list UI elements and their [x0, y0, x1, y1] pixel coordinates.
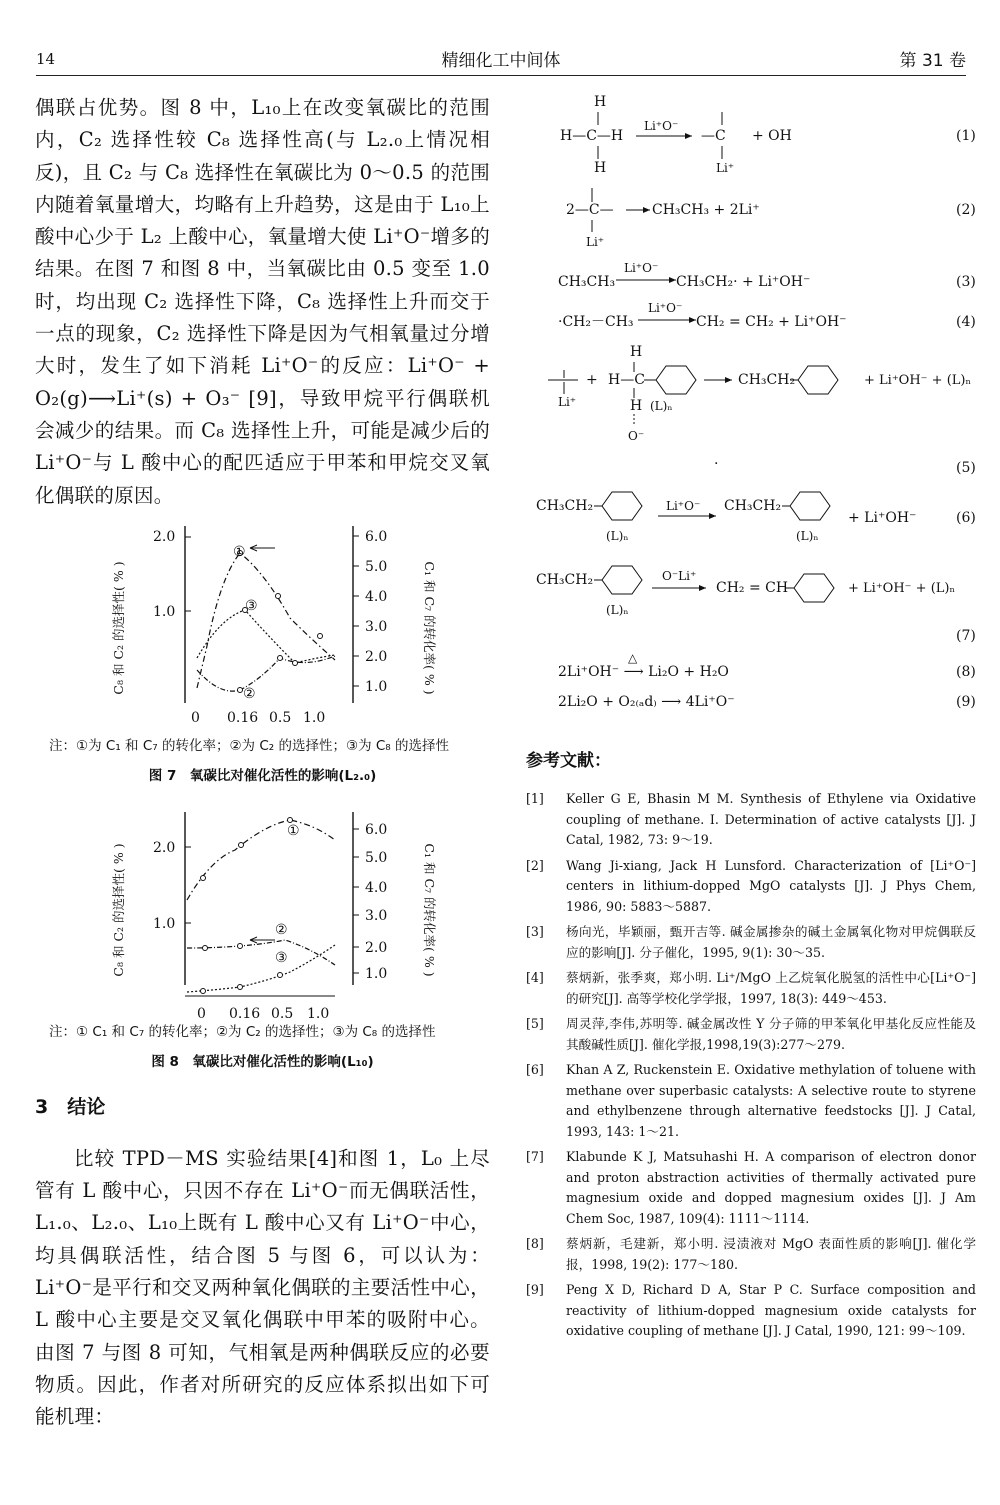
svg-text:△: △: [628, 651, 638, 665]
svg-text:—C: —C: [701, 128, 726, 144]
fig7-marker: ③: [245, 597, 258, 614]
svg-text:(5): (5): [956, 460, 976, 476]
right-column: [526, 92, 976, 1347]
svg-text:O⁻: O⁻: [628, 429, 645, 443]
svg-text:2—C—: 2—C—: [566, 202, 614, 218]
svg-text:O⁻Li⁺: O⁻Li⁺: [662, 569, 697, 583]
svg-text:CH₃CH₂: CH₃CH₂: [724, 498, 782, 514]
svg-text:H: H: [594, 94, 607, 110]
fig7-right-tick: 6.0: [365, 528, 388, 545]
page-number: 14: [36, 50, 56, 68]
fig7-x-tick: 0: [191, 709, 200, 726]
equation-7: [536, 566, 976, 644]
svg-text:CH₃CH₃ + 2Li⁺: CH₃CH₃ + 2Li⁺: [652, 202, 760, 218]
svg-text:Li⁺: Li⁺: [558, 395, 577, 409]
equation-1: [560, 94, 976, 176]
fig7-marker: ①: [233, 543, 246, 560]
fig8-x-tick: 1.0: [307, 1005, 330, 1022]
svg-text:(L)ₙ: (L)ₙ: [796, 529, 819, 543]
fig7-left-tick: 1.0: [153, 603, 176, 620]
svg-text:H: H: [630, 344, 643, 360]
fig8-x-tick: 0.5: [271, 1005, 294, 1022]
fig8-right-tick: 4.0: [365, 879, 388, 896]
svg-text:H—C: H—C: [608, 372, 645, 388]
figure-8-caption: 图 8 氧碳比对催化活性的影响(L₁₀): [151, 1053, 374, 1070]
journal-title: 精细化工中间体: [441, 51, 561, 71]
equation-4: [558, 301, 976, 330]
svg-text:(L)ₙ: (L)ₙ: [650, 399, 673, 413]
figure-7-caption: 图 7 氧碳比对催化活性的影响(L₂.₀): [148, 767, 377, 784]
equation-8: [558, 651, 976, 680]
svg-text:CH₃CH₂: CH₃CH₂: [738, 372, 796, 388]
svg-text:Li⁺O⁻: Li⁺O⁻: [644, 119, 679, 133]
figure-7-note: 注：①为 C₁ 和 C₇ 的转化率；②为 C₂ 的选择性；③为 C₈ 的选择性: [49, 737, 449, 754]
fig8-right-tick: 1.0: [365, 965, 388, 982]
svg-text:CH₃CH₂: CH₃CH₂: [536, 498, 594, 514]
fig7-left-axis-label: C₈ 和 C₂ 的选择性( % ): [111, 561, 126, 695]
reference-item: [6] Khan A Z, Ruckenstein E. Oxidative methylation of toluene with methane over superbasic catalysts: A selective route to styrene and ethylbenzene through alternative feedstocks [J]. J Catal, 1993, 143: 1～21.: [526, 1062, 976, 1139]
fig7-right-axis-label: C₁ 和 C₇ 的转化率( % ): [422, 561, 437, 695]
svg-text:(1): (1): [956, 128, 976, 144]
volume-label: 第 31 卷: [899, 51, 966, 71]
svg-text:CH₂ = CH₂ + Li⁺OH⁻: CH₂ = CH₂ + Li⁺OH⁻: [696, 314, 847, 330]
fig7-right-tick: 5.0: [365, 558, 388, 575]
svg-text:(9): (9): [956, 694, 976, 710]
equation-3: [558, 261, 976, 290]
mechanism-equations: [526, 92, 976, 732]
fig8-marker: ③: [275, 949, 288, 966]
svg-text:CH₂ = CH: CH₂ = CH: [716, 580, 789, 596]
svg-text:CH₃CH₂· + Li⁺OH⁻: CH₃CH₂· + Li⁺OH⁻: [676, 274, 811, 290]
reference-item: [2] Wang Ji-xiang, Jack H Lunsford. Characterization of [Li⁺O⁻] centers in lithium-dopped MgO catalysts [J]. J Phys Chem, 1986, 90: 5883～5887.: [526, 857, 976, 914]
fig7-right-tick: 3.0: [365, 618, 388, 635]
svg-text:(3): (3): [956, 274, 976, 290]
equation-2: [566, 188, 976, 249]
figure-7: [35, 518, 490, 784]
reference-item: [8] 蔡炳新，毛建新，郑小明. 浸渍液对 MgO 表面性质的影响[J]. 催化学报，1998, 19(2): 177～180.: [526, 1236, 976, 1272]
fig8-left-tick: 1.0: [153, 915, 176, 932]
svg-text:+ Li⁺OH⁻: + Li⁺OH⁻: [848, 510, 917, 526]
svg-text:+ Li⁺OH⁻ + (L)ₙ: + Li⁺OH⁻ + (L)ₙ: [864, 373, 972, 388]
equation-6: [536, 492, 976, 543]
reference-item: [4] 蔡炳新，张季爽，郑小明. Li⁺/MgO 上乙烷氧化脱氢的活性中心[Li⁺O⁻] 的研究[J]. 高等学校化学学报，1997, 18(3): 449～453.: [526, 970, 976, 1006]
fig8-marker: ②: [275, 921, 288, 938]
fig7-right-tick: 1.0: [365, 678, 388, 695]
reference-item: [3] 杨向光，毕颖丽，甄开吉等. 碱金属掺杂的碱土金属氧化物对甲烷偶联反应的影响[J]. 分子催化，1995, 9(1): 30～35.: [526, 924, 976, 960]
equation-9: [558, 694, 976, 710]
fig7-left-tick: 2.0: [153, 528, 176, 545]
left-column: [35, 92, 490, 1434]
svg-text:(L)ₙ: (L)ₙ: [606, 603, 629, 617]
fig8-right-axis-label: C₁ 和 C₇ 的转化率( % ): [422, 843, 437, 977]
figure-8-plot: [35, 800, 490, 1022]
fig7-x-tick: 0.16: [227, 709, 259, 726]
fig8-right-tick: 2.0: [365, 939, 388, 956]
paragraph-conclusion: 比较 TPD－MS 实验结果[4]和图 1，L₀ 上尽管有 L 酸中心，只因不存在 Li⁺O⁻而无偶联活性，L₁.₀、L₂.₀、L₁₀上既有 L 酸中心又有 Li⁺O⁻中心，均具偶联活性，结合图 5 与图 6，可以认为：Li⁺O⁻是平行和交叉两种氧化偶联的主要活性中心，L 酸中心主要是交叉氧化偶联中甲苯的吸附中心。由图 7 与图 8 可知，气相氧是两种偶联反应的必要物质。因此，作者对所研究的反应体系拟出如下可能机理：: [35, 1146, 490, 1429]
fig8-right-tick: 5.0: [365, 849, 388, 866]
svg-text:+ Li⁺OH⁻ + (L)ₙ: + Li⁺OH⁻ + (L)ₙ: [848, 581, 956, 596]
svg-text:CH₃CH₃: CH₃CH₃: [558, 274, 616, 290]
svg-text:Li⁺O⁻: Li⁺O⁻: [648, 301, 683, 315]
paragraph-results: 偶联占优势。图 8 中，L₁₀上在改变氧碳比的范围内，C₂ 选择性较 C₈ 选择性高(与 L₂.₀上情况相反)，且 C₂ 与 C₈ 选择性在氧碳比为 0～0.5 的范围内随着氧量增大，均略有上升趋势，这是由于 L₁₀上酸中心少于 L₂ 上酸中心，氧量增大使 Li⁺O⁻增多的结果。在图 7 和图 8 中，当氧碳比由 0.5 变至 1.0 时，均出现 C₂ 选择性下降，C₈ 选择性上升而交于一点的现象，C₂ 选择性下降是因为气相氧量过分增大时，发生了如下消耗 Li⁺O⁻的反应：Li⁺O⁻ + O₂(g)⟶Li⁺(s) + O₃⁻ [9]，导致甲烷平行偶联机会减少的结果。而 C₈ 选择性上升，可能是减少后的 Li⁺O⁻与 L 酸中心的配匹适应于甲苯和甲烷交叉氧化偶联的原因。: [35, 96, 490, 507]
fig8-right-tick: 6.0: [365, 821, 388, 838]
section-heading-conclusion: 3 结论: [35, 1095, 106, 1118]
page-header: [36, 42, 966, 76]
figure-8-note: 注：① C₁ 和 C₇ 的转化率；②为 C₂ 的选择性；③为 C₈ 的选择性: [49, 1023, 436, 1040]
fig7-marker: ②: [243, 685, 256, 702]
svg-text:(2): (2): [956, 202, 976, 218]
svg-text:+ OH: + OH: [752, 128, 792, 144]
svg-text:(7): (7): [956, 628, 976, 644]
svg-text:H: H: [630, 398, 643, 414]
fig7-x-tick: 1.0: [303, 709, 326, 726]
svg-text:(8): (8): [956, 664, 976, 680]
svg-text:Li⁺: Li⁺: [586, 235, 605, 249]
svg-text:Li⁺O⁻: Li⁺O⁻: [666, 499, 701, 513]
fig7-right-tick: 4.0: [365, 588, 388, 605]
reference-list: [526, 789, 976, 1342]
equation-5: [548, 344, 976, 476]
svg-text:·CH₂－CH₃: ·CH₂－CH₃: [558, 314, 634, 330]
fig7-right-tick: 2.0: [365, 648, 388, 665]
svg-text:Li⁺O⁻: Li⁺O⁻: [624, 261, 659, 275]
svg-text:(4): (4): [956, 314, 976, 330]
svg-text:H: H: [594, 160, 607, 176]
svg-text:.: .: [714, 452, 719, 468]
fig8-x-tick: 0.16: [229, 1005, 261, 1022]
svg-text:(L)ₙ: (L)ₙ: [606, 529, 629, 543]
reference-item: [5] 周灵萍,李伟,苏明等. 碱金属改性 Y 分子筛的甲苯氧化甲基化反应性能及其酸碱性质[J]. 催化学报,1998,19(3):277～279.: [526, 1016, 976, 1052]
fig8-x-tick: 0: [197, 1005, 206, 1022]
fig8-right-tick: 3.0: [365, 907, 388, 924]
svg-text:(6): (6): [956, 510, 976, 526]
reference-item: [7] Klabunde K J, Matsuhashi H. A comparison of electron donor and proton abstraction activities of thermally activated pure magnesium oxide and dopped magnesium oxides [J]. J Am Chem Soc, 1987, 109(4): 1111～1114.: [526, 1149, 976, 1226]
svg-text:+: +: [586, 372, 598, 388]
figure-7-plot: [35, 518, 490, 736]
figure-8: [35, 800, 490, 1070]
svg-text:CH₃CH₂: CH₃CH₂: [536, 572, 594, 588]
references-title: 参考文献：: [526, 751, 611, 771]
fig8-left-tick: 2.0: [153, 839, 176, 856]
svg-text:Li⁺: Li⁺: [716, 161, 735, 175]
svg-text:H—C—H: H—C—H: [560, 128, 624, 144]
reference-item: [1] Keller G E, Bhasin M M. Synthesis of Ethylene via Oxidative coupling of methane. I. Determination of active catalysts [J]. J Catal, 1982, 73: 9～19.: [526, 791, 976, 847]
svg-text:2Li⁺OH⁻ ⟶ Li₂O + H₂O: 2Li⁺OH⁻ ⟶ Li₂O + H₂O: [558, 664, 729, 680]
reference-item: [9] Peng X D, Richard D A, Star P C. Surface composition and reactivity of lithium-dopped magnesium oxide catalysts for oxidative coupling of methane [J]. J Catal, 1990, 121: 99～109.: [526, 1282, 976, 1338]
svg-text:2Li₂O + O₂₍ₐd₎ ⟶ 4Li⁺O⁻: 2Li₂O + O₂₍ₐd₎ ⟶ 4Li⁺O⁻: [558, 694, 735, 710]
fig7-x-tick: 0.5: [269, 709, 292, 726]
fig8-left-axis-label: C₈ 和 C₂ 的选择性( % ): [111, 843, 126, 977]
fig8-marker: ①: [287, 822, 300, 839]
